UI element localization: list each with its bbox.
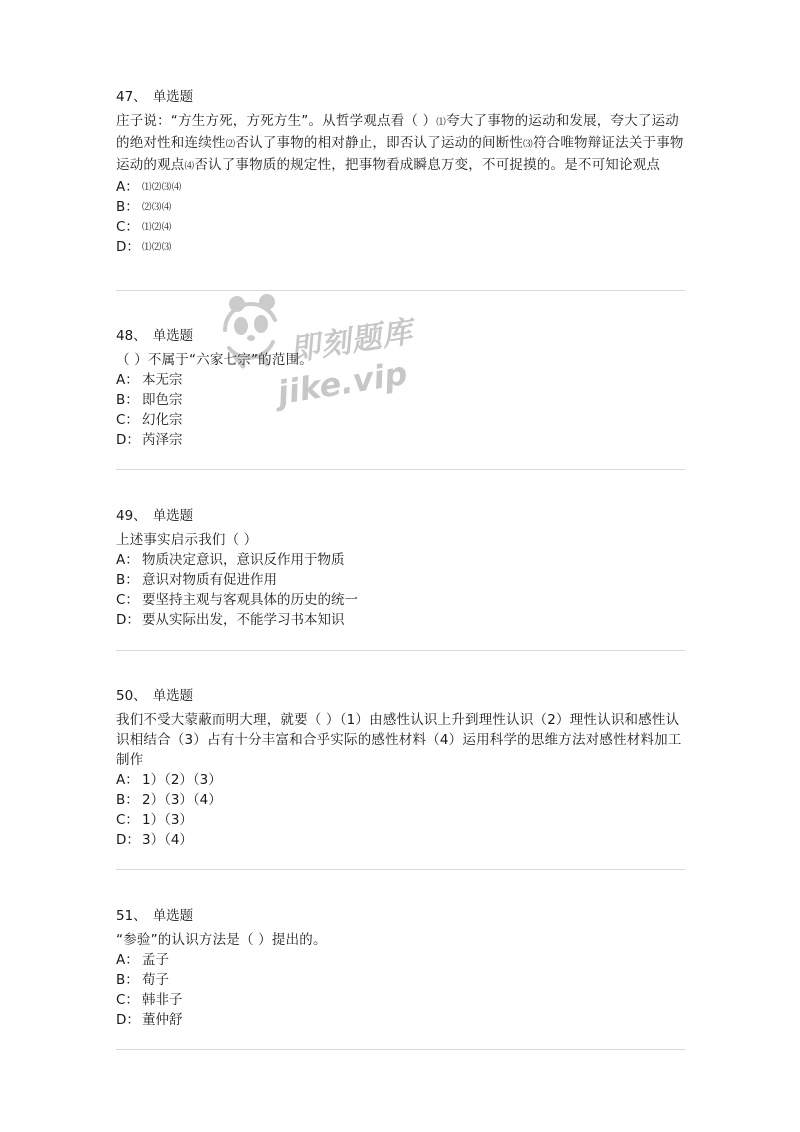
question-49 [116, 506, 686, 630]
stem-text: 夸大了事物的运动和发展，夸大了运动的绝对性和连续性 [116, 113, 679, 151]
stem-marker: ⑷ [184, 161, 195, 172]
question-48 [116, 326, 686, 450]
option-a[interactable] [116, 770, 686, 790]
option-letter: C： [116, 219, 139, 235]
question-47 [116, 87, 686, 257]
divider [116, 650, 685, 651]
watermark-brand-cn: 即刻题库 [287, 314, 416, 369]
question-type: 单选题 [152, 688, 194, 704]
option-letter: A： [116, 179, 139, 195]
option-a[interactable] [116, 550, 686, 570]
question-header [116, 326, 686, 346]
option-text: 要从实际出发，不能学习书本知识 [142, 612, 345, 628]
option-letter: C： [116, 992, 139, 1008]
option-b[interactable] [116, 970, 686, 990]
option-d[interactable] [116, 830, 686, 850]
question-number: 48、 [116, 328, 147, 344]
option-letter: B： [116, 572, 139, 588]
option-a[interactable] [116, 370, 686, 390]
question-number: 47、 [116, 89, 147, 105]
question-stem: “参验”的认识方法是（ ）提出的。 [116, 932, 327, 948]
option-letter: A： [116, 552, 139, 568]
option-letter: D： [116, 1012, 140, 1028]
question-type: 单选题 [152, 908, 194, 924]
question-header [116, 686, 686, 706]
option-d[interactable] [116, 610, 686, 630]
option-c[interactable] [116, 410, 686, 430]
question-51 [116, 906, 686, 1030]
option-text: 芮泽宗 [142, 432, 183, 448]
option-text: ⑴⑵⑷ [142, 222, 172, 233]
option-c[interactable] [116, 590, 686, 610]
question-number: 51、 [116, 908, 147, 924]
option-c[interactable] [116, 217, 686, 237]
option-letter: D： [116, 239, 140, 255]
option-a[interactable] [116, 950, 686, 970]
option-letter: D： [116, 832, 140, 848]
question-stem [116, 111, 686, 177]
option-letter: A： [116, 772, 139, 788]
option-text: 幻化宗 [142, 412, 183, 428]
option-text: 韩非子 [142, 992, 183, 1008]
option-text: 即色宗 [142, 392, 183, 408]
option-text: 物质决定意识，意识反作用于物质 [142, 552, 345, 568]
option-text: ⑴⑵⑶ [142, 242, 172, 253]
question-type: 单选题 [152, 328, 194, 344]
stem-marker: ⑶ [523, 139, 533, 150]
option-letter: B： [116, 392, 139, 408]
divider [116, 469, 685, 470]
option-letter: D： [116, 612, 140, 628]
question-stem: （ ）不属于“六家七宗”的范围。 [116, 352, 313, 368]
option-b[interactable] [116, 790, 686, 810]
stem-text: 庄子说：“方生方死，方死方生”。从哲学观点看（ ） [116, 113, 437, 129]
option-text: 董仲舒 [142, 1012, 183, 1028]
option-text: 意识对物质有促进作用 [142, 572, 277, 588]
stem-marker: ⑴ [436, 117, 447, 128]
option-letter: B： [116, 792, 139, 808]
option-b[interactable] [116, 390, 686, 410]
option-d[interactable] [116, 430, 686, 450]
option-letter: C： [116, 412, 139, 428]
stem-text: 否认了事物的相对静止，即否认了运动的间断性 [235, 135, 524, 151]
question-type: 单选题 [152, 89, 194, 105]
stem-marker: ⑵ [225, 139, 236, 150]
option-d[interactable] [116, 1010, 686, 1030]
option-text: 孟子 [142, 952, 169, 968]
option-b[interactable] [116, 570, 686, 590]
question-header [116, 87, 686, 107]
watermark-brand-url: jike.vip [274, 354, 410, 412]
option-text: 本无宗 [142, 372, 183, 388]
option-d[interactable] [116, 237, 686, 257]
option-a[interactable] [116, 177, 686, 197]
option-letter: A： [116, 372, 139, 388]
option-text: 2）（3）（4） [142, 792, 222, 808]
option-letter: C： [116, 592, 139, 608]
divider [116, 869, 685, 870]
question-header [116, 506, 686, 526]
question-type: 单选题 [152, 508, 194, 524]
option-letter: C： [116, 812, 139, 828]
option-letter: B： [116, 199, 139, 215]
question-number: 50、 [116, 688, 147, 704]
option-text: 3）（4） [142, 832, 193, 848]
option-text: 1）（2）（3） [142, 772, 222, 788]
divider [116, 290, 685, 291]
question-number: 49、 [116, 508, 147, 524]
divider [116, 1049, 685, 1050]
option-letter: D： [116, 432, 140, 448]
option-text: ⑴⑵⑶⑷ [142, 182, 182, 193]
option-b[interactable] [116, 197, 686, 217]
option-text: 要坚持主观与客观具体的历史的统一 [142, 592, 358, 608]
option-letter: A： [116, 952, 139, 968]
option-c[interactable] [116, 990, 686, 1010]
stem-text: 符合唯物辩证法关于事物运动的观点 [116, 135, 684, 173]
question-50 [116, 686, 686, 850]
option-text: 荀子 [142, 972, 169, 988]
option-text: 1）（3） [142, 812, 193, 828]
option-letter: B： [116, 972, 139, 988]
option-c[interactable] [116, 810, 686, 830]
question-stem: 上述事实启示我们（ ） [116, 532, 258, 548]
stem-text: 否认了事物质的规定性，把事物看成瞬息万变，不可捉摸的。是不可知论观点 [194, 157, 661, 173]
question-header [116, 906, 686, 926]
question-stem: 我们不受大蒙蔽而明大理，就要（ ）（1）由感性认识上升到理性认识（2）理性认识和感性认识相结合（3）占有十分丰富和合乎实际的感性材料（4）运用科学的思维方法对感性材料加工制作 [116, 712, 682, 768]
option-text: ⑵⑶⑷ [142, 202, 172, 213]
